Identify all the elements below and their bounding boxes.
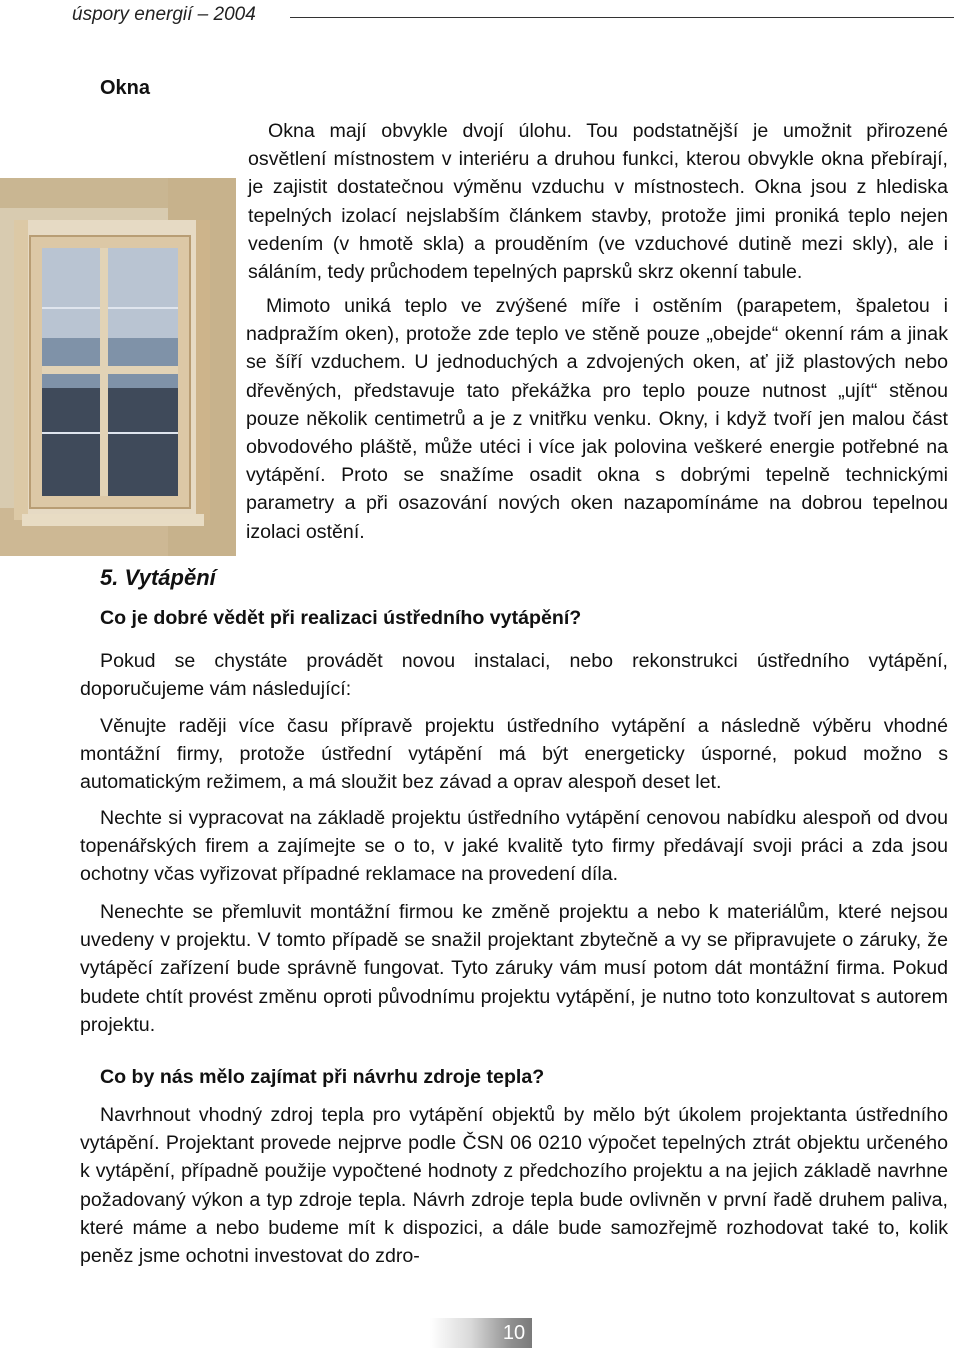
subheading-realizace: Co je dobré vědět při realizaci ústředního vytápění? [100, 607, 582, 629]
running-header [0, 0, 960, 30]
subheading-zdroj-tepla: Co by nás mělo zajímat při návrhu zdroje tepla? [100, 1066, 545, 1088]
running-header-title: úspory energií – 2004 [72, 4, 256, 25]
window-photo [0, 178, 236, 556]
section-heading-okna: Okna [100, 77, 151, 99]
vytapeni-paragraph-4: Nenechte se přemluvit montážní firmou ke změně projektu a nebo k materiálům, které nejsou uvedeny v projektu. V tomto případě se snažil projektant zbytečně a vy se připravujete o záruky, že vytápěcí zařízení bude správně fungovat. Tyto záruky vám musí potom dát montážní firma. Pokud budete chtít provést změnu oproti původnímu projektu vytápění, je nutno toto konzultovat s autorem projektu. [80, 901, 948, 1036]
vytapeni-paragraph-3: Nechte si vypracovat na základě projektu ústředního vytápění cenovou nabídku alespoň od dvou topenářských firem a zajímejte se o to, v jaké kvalitě tyto firmy předávají svoji práci a zda jsou ochotny včas vyřizovat případné reklamace na provedení díla. [80, 807, 948, 886]
vytapeni-paragraph-2: Věnujte raději více času přípravě projektu ústředního vytápění a následně výběru vhodné montážní firmy, protože ústřední vytápění má být energeticky úsporné, pokud možno s automatickým režimem, a má sloužit bez závad a oprav alespoň deset let. [80, 715, 948, 794]
section-heading-vytapeni: 5. Vytápění [100, 565, 216, 590]
vytapeni-paragraph-5: Navrhnout vhodný zdroj tepla pro vytápění objektů by mělo být úkolem projektanta ústředního vytápění. Projektant provede nejprve podle ČSN 06 0210 výpočet tepelných ztrát objektu určeného k vytápění, případně použije vypočtené hodnoty z předchozího projektu a na jejich základě navrhne požadovaný výkon a typ zdroje tepla. Návrh zdroje tepla bude ovlivněn v první řadě druhem paliva, které máme a nebo budeme mít k dispozici, a dále bude samozřejmě rozhodovat také to, kolik peněz jsme ochotni investovat do zdro- [80, 1104, 948, 1268]
header-rule [290, 17, 954, 18]
okna-paragraph-1-text: Okna mají obvykle dvojí úlohu. Tou podstatnější je umožnit přirozené osvětlení místnostem v interiéru a druhou funkci, kterou obvykle okna přebírají, je zajistit dostatečnou výměnu vzduchu v místnostech. Okna jsou z hlediska tepelných izolací nejslabším článkem stavby, protože jimi proniká teplo nejen vedením (v hmotě skla) a prouděním (ve vzduchové dutině mezi skly), ale i sáláním, tedy průchodem tepelných paprsků skrz okenní tabule. [248, 120, 948, 284]
okna-paragraph-2: Mimoto uniká teplo ve zvýšené míře i ostěním (parapetem, špaletou i nadpražím oken), protože zde teplo ve stěně pouze „obejde“ okenní rám a jinak se šíří vzduchem. U jednoduchých a zdvojených oken, ať již plastových nebo dřevěných, představuje tato překážka pro teplo pouze nutnost „ujít“ stěnou pouze několik centimetrů a je z vnitřku venku. Okny, i když tvoří jen malou část obvodového pláště, může utéci i více jak polovina veškeré energie potřebné na vytápění. Proto se snažíme osadit okna s dobrými tepelně technickými parametry a při osazování nových oken nazapomínáme na dobrou tepelnou izolaci ostění. [246, 295, 948, 543]
vytapeni-paragraph-1: Pokud se chystáte provádět novou instalaci, nebo rekonstrukci ústředního vytápění, doporučujeme vám následující: [80, 650, 948, 701]
page-number: 10 [502, 1322, 526, 1344]
